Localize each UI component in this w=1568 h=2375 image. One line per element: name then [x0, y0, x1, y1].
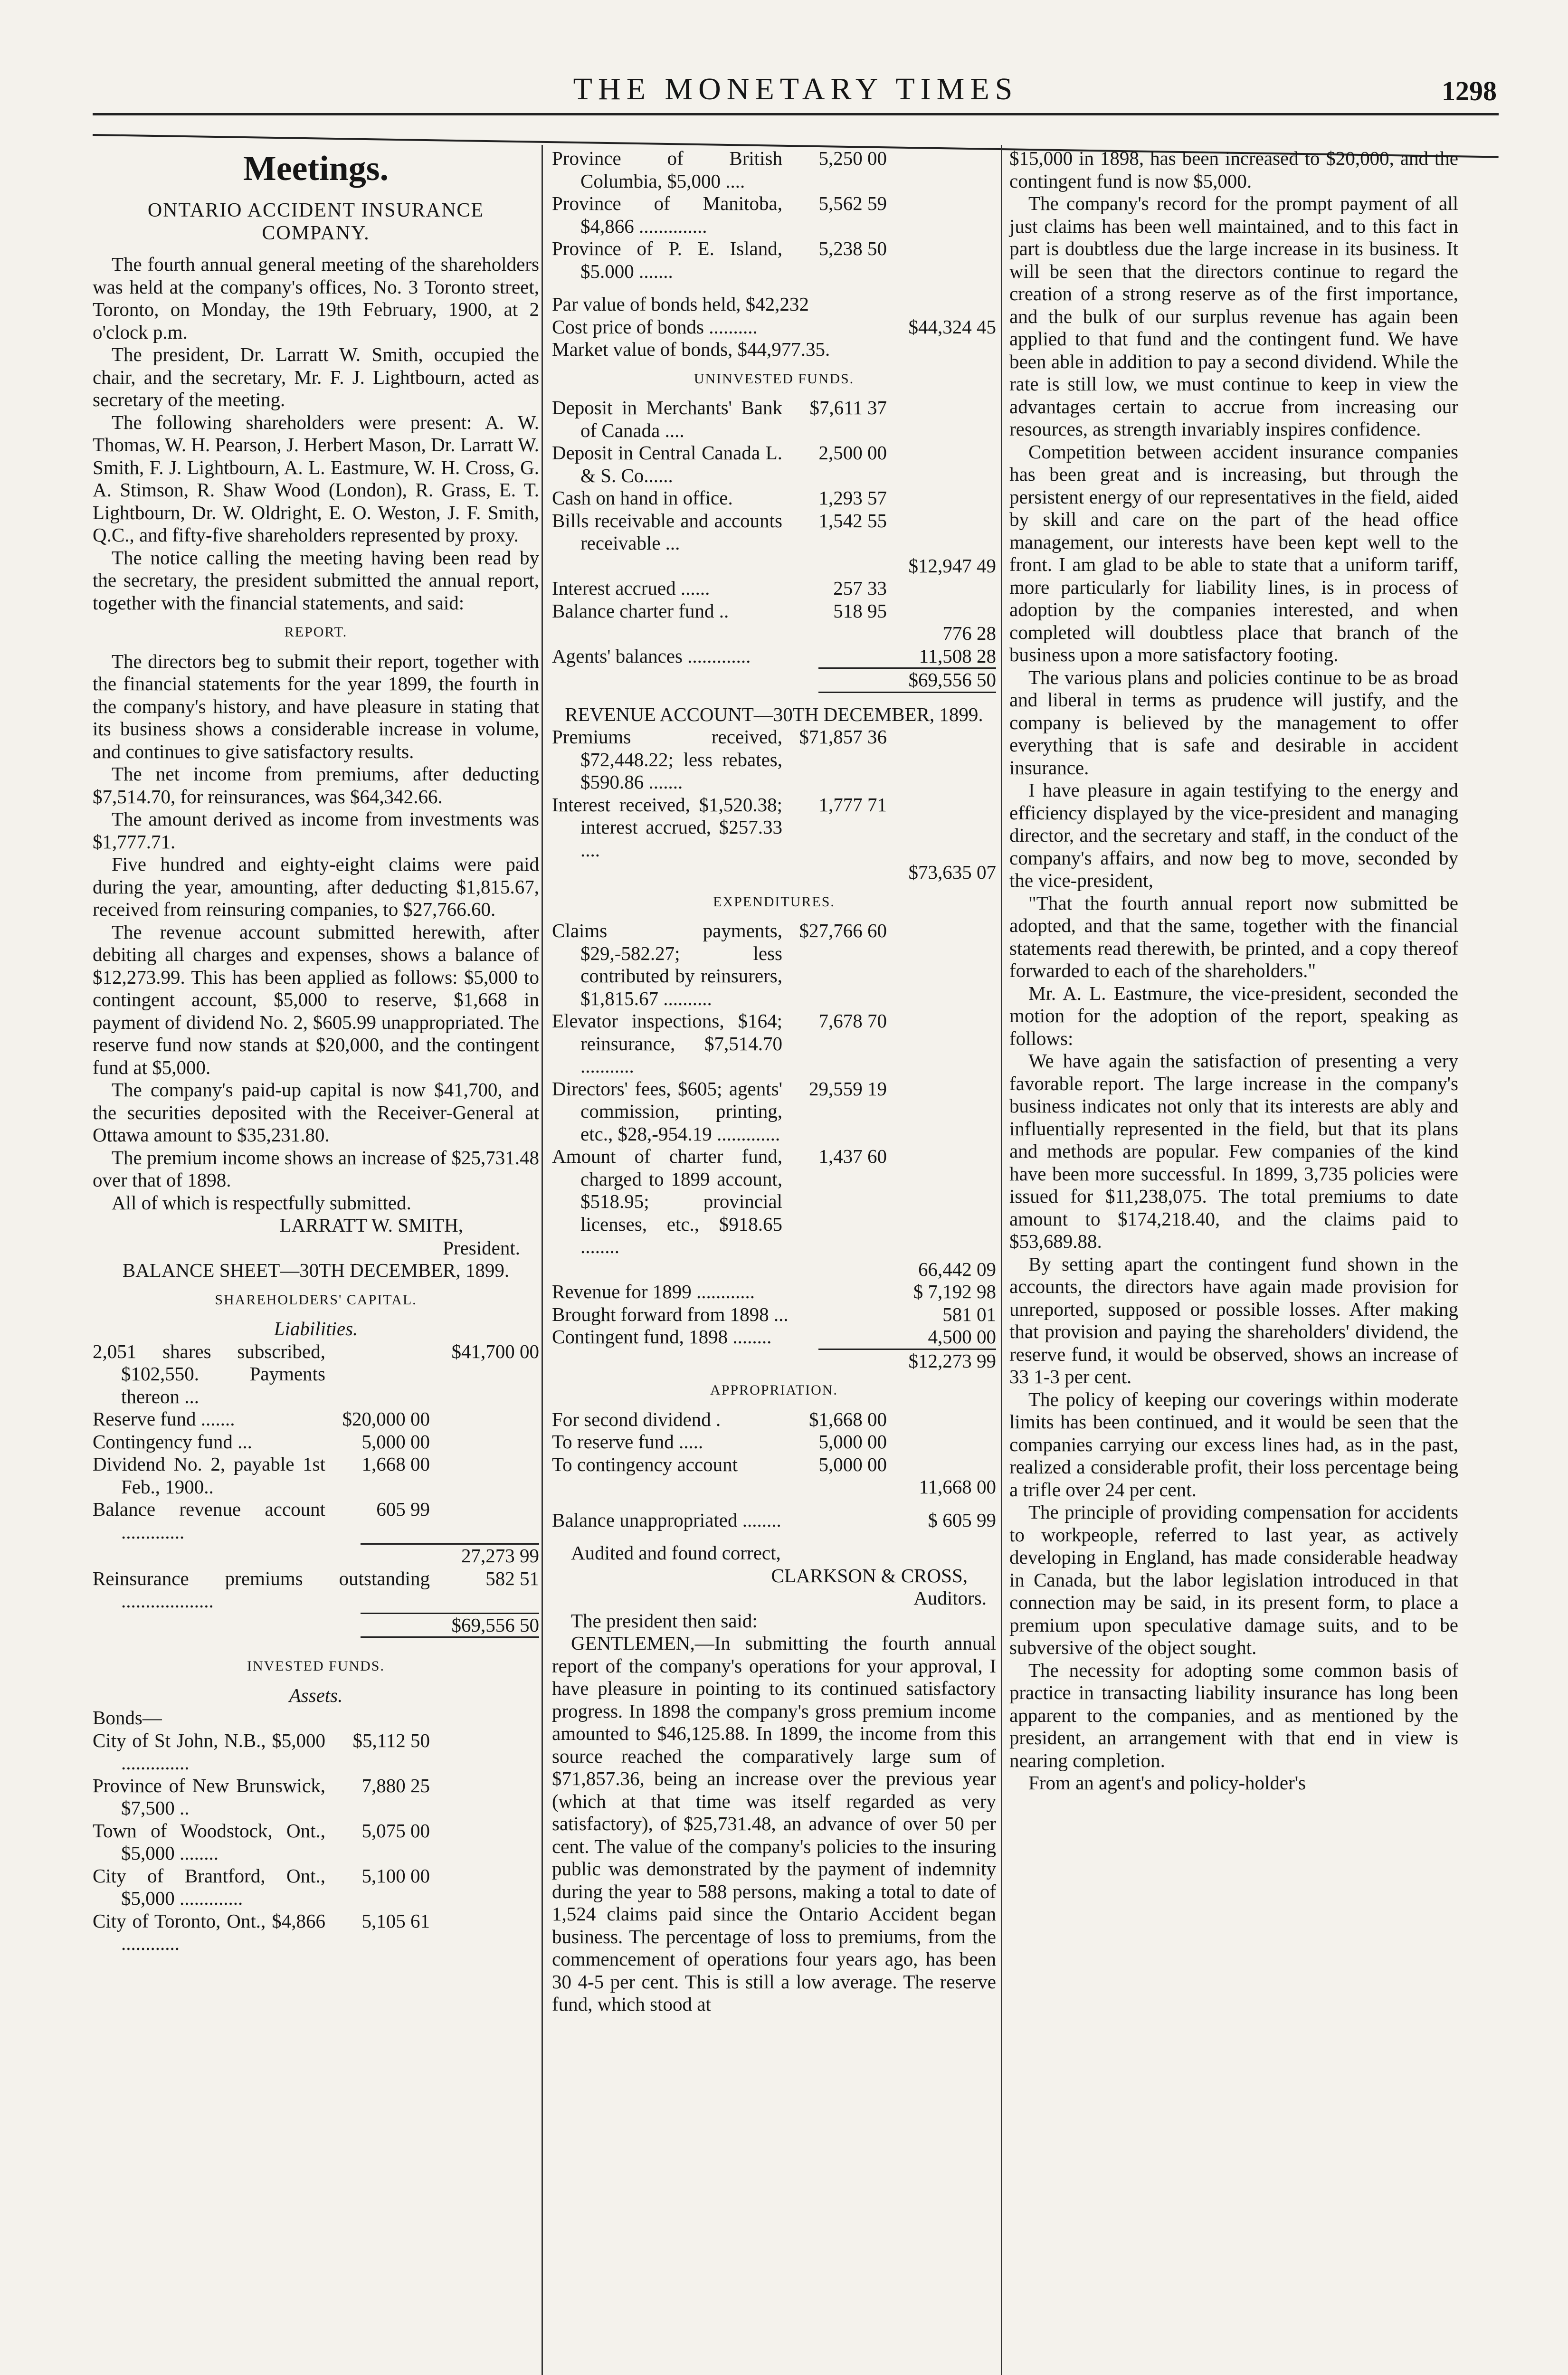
paragraph: The policy of keeping our coverings within moderate limits has been continued, and it would be seen that the companies carrying our excess lines had, as in the past, realized a considerable profit, their loss percentage being a trifle over 24 per cent.: [1009, 1388, 1458, 1501]
ledger-row: Elevator inspections, $164; reinsurance, $7,514.70 ........... 7,678 70: [552, 1010, 887, 1077]
uninvested-label: UNINVESTED FUNDS.: [694, 370, 855, 387]
paragraph: The directors beg to submit their report, together with the financial statements for the year 1899, the fourth in the company's history, and have pleasure in stating that its business shows a considerable increase in volume, and continues to give satisfactory results.: [93, 650, 539, 762]
column-2: [552, 147, 996, 2016]
subtotal: 27,273 99: [461, 1545, 539, 1567]
subtotal: $73,635 07: [908, 861, 996, 883]
page-number: 1298: [1442, 76, 1497, 106]
ledger-row: Claims payments, $29,-582.27; less contributed by reinsurers, $1,815.67 .......... $27,766 60: [552, 920, 887, 1009]
ledger-row: Deposit in Merchants' Bank of Canada .... $7,611 37: [552, 397, 887, 441]
ledger-row: 2,051 shares subscribed, $102,550. Payments thereon ... $41,700 00: [93, 1340, 539, 1407]
ledger-row: City of Toronto, Ont., $4,866 ............ 5,105 61: [93, 1910, 430, 1954]
bond-line: Par value of bonds held, $42,232: [552, 293, 809, 315]
ledger-row: Dividend No. 2, payable 1st Feb., 1900.. 1,668 00: [93, 1453, 430, 1498]
subtotal: 776 28: [942, 622, 996, 644]
paragraph: $15,000 in 1898, has been increased to $20,000, and the contingent fund is now $5,000.: [1009, 147, 1458, 192]
paragraph: The net income from premiums, after deducting $7,514.70, for reinsurances, was $64,342.66.: [93, 763, 539, 808]
ledger-row: Town of Woodstock, Ont., $5,000 ........ 5,075 00: [93, 1819, 430, 1864]
ledger-row: Bills receivable and accounts receivable ... 1,542 55: [552, 509, 887, 554]
ledger-row: Premiums received, $72,448.22; less rebates, $590.86 ....... $71,857 36: [552, 726, 887, 793]
balance-sheet-title: BALANCE SHEET—30TH DECEMBER, 1899.: [122, 1259, 510, 1281]
auditors-label: Auditors.: [913, 1587, 987, 1609]
paragraph: The following shareholders were present: A. W. Thomas, W. H. Pearson, J. Herbert Mason, Dr. Larratt W. Smith, F. J. Lightbourn, A. L. Eastmure, W. H. Cross, G. A. Stimson, R. Shaw Wood (London), R. Grass, E. T. Lightbourn, Dr. W. Oldright, E. O. Weston, J. F. Smith, Q.C., and fifty-five shareholders represented by proxy.: [93, 411, 539, 546]
paragraph: By setting apart the contingent fund shown in the accounts, the directors have again made provision for unreported, supposed or possible losses. After making that provision and paying the shareholders' dividend, the reserve fund, it would be observed, shows an increase of 33 1-3 per cent.: [1009, 1253, 1458, 1387]
ledger-row: Balance revenue account ............. 605 99: [93, 1498, 430, 1543]
column-divider: [1001, 145, 1002, 2375]
total: $12,273 99: [908, 1349, 996, 1372]
paragraph: The various plans and policies continue to be as broad and liberal in terms as prudence will justify, and the company is believed by the management to offer everything that is safe and desirable in accident insurance.: [1009, 666, 1458, 779]
subtotal: $12,947 49: [908, 554, 996, 577]
paragraph: I have pleasure in again testifying to the energy and efficiency displayed by the vice-president and managing director, and the secretary and staff, in the conduct of the company's affairs, and now beg to move, seconded by the vice-president,: [1009, 779, 1458, 891]
report-label: REPORT.: [284, 624, 348, 640]
expenditures-label: EXPENDITURES.: [713, 893, 835, 910]
company-title: ONTARIO ACCIDENT INSURANCE COMPANY.: [147, 200, 485, 244]
ledger-row: Cash on hand in office. 1,293 57: [552, 487, 887, 509]
ledger-row: Reinsurance premiums outstanding ................... 582 51: [93, 1567, 539, 1612]
total: $69,556 50: [451, 1614, 539, 1636]
paragraph: Competition between accident insurance companies has been great and is increasing, but through the persistent energy of our representatives in the field, aided by skill and care on the part of the head office management, our interests have been kept well to the front. I am glad to be able to state that a uniform tariff, more particularly for liability lines, is in process of adoption by the companies interested, and when completed will doubtless place that branch of the business upon a more satisfactory footing.: [1009, 440, 1458, 665]
ledger-row: Balance charter fund .. 518 95: [552, 599, 887, 622]
ledger-row: Brought forward from 1898 ... 581 01: [552, 1303, 996, 1325]
ledger-row: Province of Manitoba, $4,866 .............. 5,562 59: [552, 192, 887, 237]
speech-paragraph: GENTLEMEN,—In submitting the fourth annual report of the company's operations for your approval, I have pleasure in pointing to its continued satisfactory progress. In 1898 the company's gross premium income amounted to $46,125.88. In 1899, the income from this source reached the comparatively large sum of $71,857.36, being an increase over the previous year (which at that time was itself regarded as very satisfactory), of $25,731.48, an advance of over 50 per cent. The value of the company's policies to the insuring public was demonstrated by the payment of indemnity during the year to 588 persons, making a total to date of 1,524 claims paid since the Ontario Accident began business. The percentage of loss to premiums, from the commencement of operations four years ago, has been 30 4-5 per cent. This is still a low average. The reserve fund, which stood at: [552, 1632, 996, 2015]
signer-name: LARRATT W. SMITH,: [279, 1214, 463, 1236]
paragraph: The company's paid-up capital is now $41,700, and the securities deposited with the Receiver-General at Ottawa amount to $35,231.80.: [93, 1079, 539, 1146]
ledger-row: Deposit in Central Canada L. & S. Co...... 2,500 00: [552, 442, 887, 486]
paragraph: The necessity for adopting some common basis of practice in transacting liability insurance has long been apparent to the companies, and as mentioned by the president, an arrangement with that end in view is nearing completion.: [1009, 1659, 1458, 1771]
auditors-name: CLARKSON & CROSS,: [771, 1564, 968, 1586]
total: $69,556 50: [908, 669, 996, 691]
paragraph: Five hundred and eighty-eight claims were paid during the year, amounting, after deducting $1,815.67, received from reinsuring companies, to $27,766.60.: [93, 853, 539, 920]
ledger-row: City of Brantford, Ont., $5,000 ............. 5,100 00: [93, 1864, 430, 1909]
ledger-row: Contingent fund, 1898 ........ 4,500 00: [552, 1326, 996, 1348]
ledger-row: Interest accrued ...... 257 33: [552, 577, 887, 599]
ledger-row: Reserve fund ....... $20,000 00: [93, 1408, 430, 1430]
assets-label: Assets.: [289, 1684, 343, 1706]
section-heading: Meetings.: [243, 149, 389, 188]
masthead-title: THE MONETARY TIMES: [573, 72, 1018, 106]
ledger-row: Agents' balances ............. 11,508 28: [552, 645, 996, 667]
paragraph: The principle of providing compensation for accidents to workpeople, referred to last year, as actively developing in England, has made considerable headway in Canada, but the labor legislation introduced in that connection may be said, in its present form, to place a premium upon speculative damage suits, and to be subversive of the object sought.: [1009, 1501, 1458, 1658]
invested-label: INVESTED FUNDS.: [247, 1658, 385, 1674]
ledger-row: Interest received, $1,520.38; interest accrued, $257.33 .... 1,777 71: [552, 793, 887, 861]
paragraph: All of which is respectfully submitted.: [112, 1191, 411, 1214]
paragraph: The amount derived as income from investments was $1,777.71.: [93, 808, 539, 853]
ledger-row: Directors' fees, $605; agents' commission, printing, etc., $28,-954.19 ............. 29,559 19: [552, 1077, 887, 1145]
bonds-label: Bonds—: [93, 1707, 162, 1729]
ledger-row: Contingency fund ... 5,000 00: [93, 1430, 430, 1453]
paragraph: From an agent's and policy-holder's: [1028, 1772, 1306, 1794]
paragraph: The company's record for the prompt payment of all just claims has been well maintained, and to this fact in part is doubtless due the large increase in its business. It will be seen that the directors continue to regard the creation of a strong reserve as of the first importance, and the bulk of our surplus revenue has again been applied to that fund and the contingent fund. We have been able in addition to pay a second dividend. While the rate is still low, we must continue to keep in view the advantages certain to accrue from increasing our resources, as strength invariably inspires confidence.: [1009, 192, 1458, 440]
paragraph: The fourth annual general meeting of the shareholders was held at the company's offices, No. 3 Toronto street, Toronto, on Monday, the 19th February, 1900, at 2 o'clock p.m.: [93, 253, 539, 343]
paragraph: The president, Dr. Larratt W. Smith, occupied the chair, and the secretary, Mr. F. J. Lightbourn, acted as secretary of the meeting.: [93, 343, 539, 410]
revenue-title: REVENUE ACCOUNT—30TH DECEMBER, 1899.: [565, 703, 983, 725]
column-divider: [542, 145, 543, 2375]
header-rule: [93, 113, 1499, 115]
ledger-row: Province of P. E. Island, $5.000 ....... 5,238 50: [552, 238, 887, 282]
subtotal: 66,442 09: [918, 1258, 996, 1280]
ledger-row: To contingency account 5,000 00: [552, 1453, 887, 1475]
subtotal: 11,668 00: [919, 1476, 996, 1498]
column-3: [1009, 147, 1458, 1795]
bond-line: Market value of bonds, $44,977.35.: [552, 338, 830, 360]
ledger-row: City of St John, N.B., $5,000 .............. $5,112 50: [93, 1729, 430, 1774]
audit-note: Audited and found correct,: [571, 1542, 781, 1564]
paragraph: The revenue account submitted herewith, after debiting all charges and expenses, shows a balance of $12,273.99. This has been applied as follows: $5,000 to contingent account, $5,000 to reserve, $1,668 in payment of dividend No. 2, $605.99 unappropriated. The reserve fund now stands at $20,000, and the contingent fund at $5,000.: [93, 921, 539, 1078]
appropriation-label: APPROPRIATION.: [710, 1382, 838, 1398]
ledger-row: Cost price of bonds .......... $44,324 45: [552, 315, 996, 338]
paragraph: "That the fourth annual report now submitted be adopted, and that the same, together with the financial statements read therewith, be printed, and a copy thereof forwarded to each of the shareholders.": [1009, 892, 1458, 981]
ledger-row: Balance unappropriated ........ $ 605 99: [552, 1509, 996, 1531]
column-1: [93, 147, 539, 1955]
paragraph: The premium income shows an increase of $25,731.48 over that of 1898.: [93, 1146, 539, 1191]
ledger-row: For second dividend . $1,668 00: [552, 1408, 887, 1430]
capital-label: SHAREHOLDERS' CAPITAL.: [215, 1292, 417, 1308]
ledger-row: To reserve fund ..... 5,000 00: [552, 1431, 887, 1453]
ledger-row: Province of British Columbia, $5,000 .... 5,250 00: [552, 147, 887, 192]
paragraph: Mr. A. L. Eastmure, the vice-president, seconded the motion for the adoption of the report, speaking as follows:: [1009, 982, 1458, 1049]
paragraph: The president then said:: [571, 1609, 758, 1632]
ledger-row: Province of New Brunswick, $7,500 .. 7,880 25: [93, 1774, 430, 1819]
liabilities-label: Liabilities.: [274, 1318, 358, 1340]
paragraph: The notice calling the meeting having been read by the secretary, the president submitted the annual report, together with the financial statements, and said:: [93, 546, 539, 614]
ledger-row: Amount of charter fund, charged to 1899 account, $518.95; provincial licenses, etc., $918.65 ........ 1,437 60: [552, 1145, 887, 1257]
paragraph: We have again the satisfaction of presenting a very favorable report. The large increase in the company's business indicates not only that its interests are ably and influentially represented in the field, but that its plans and methods are popular. Few companies of the kind have been more successful. In 1899, 3,735 policies were issued for $11,238,075. The total premiums to date amount to $174,218.40, and the claims paid to $53,689.88.: [1009, 1050, 1458, 1252]
ledger-row: Revenue for 1899 ............ $ 7,192 98: [552, 1281, 996, 1302]
signer-title: President.: [443, 1236, 520, 1259]
